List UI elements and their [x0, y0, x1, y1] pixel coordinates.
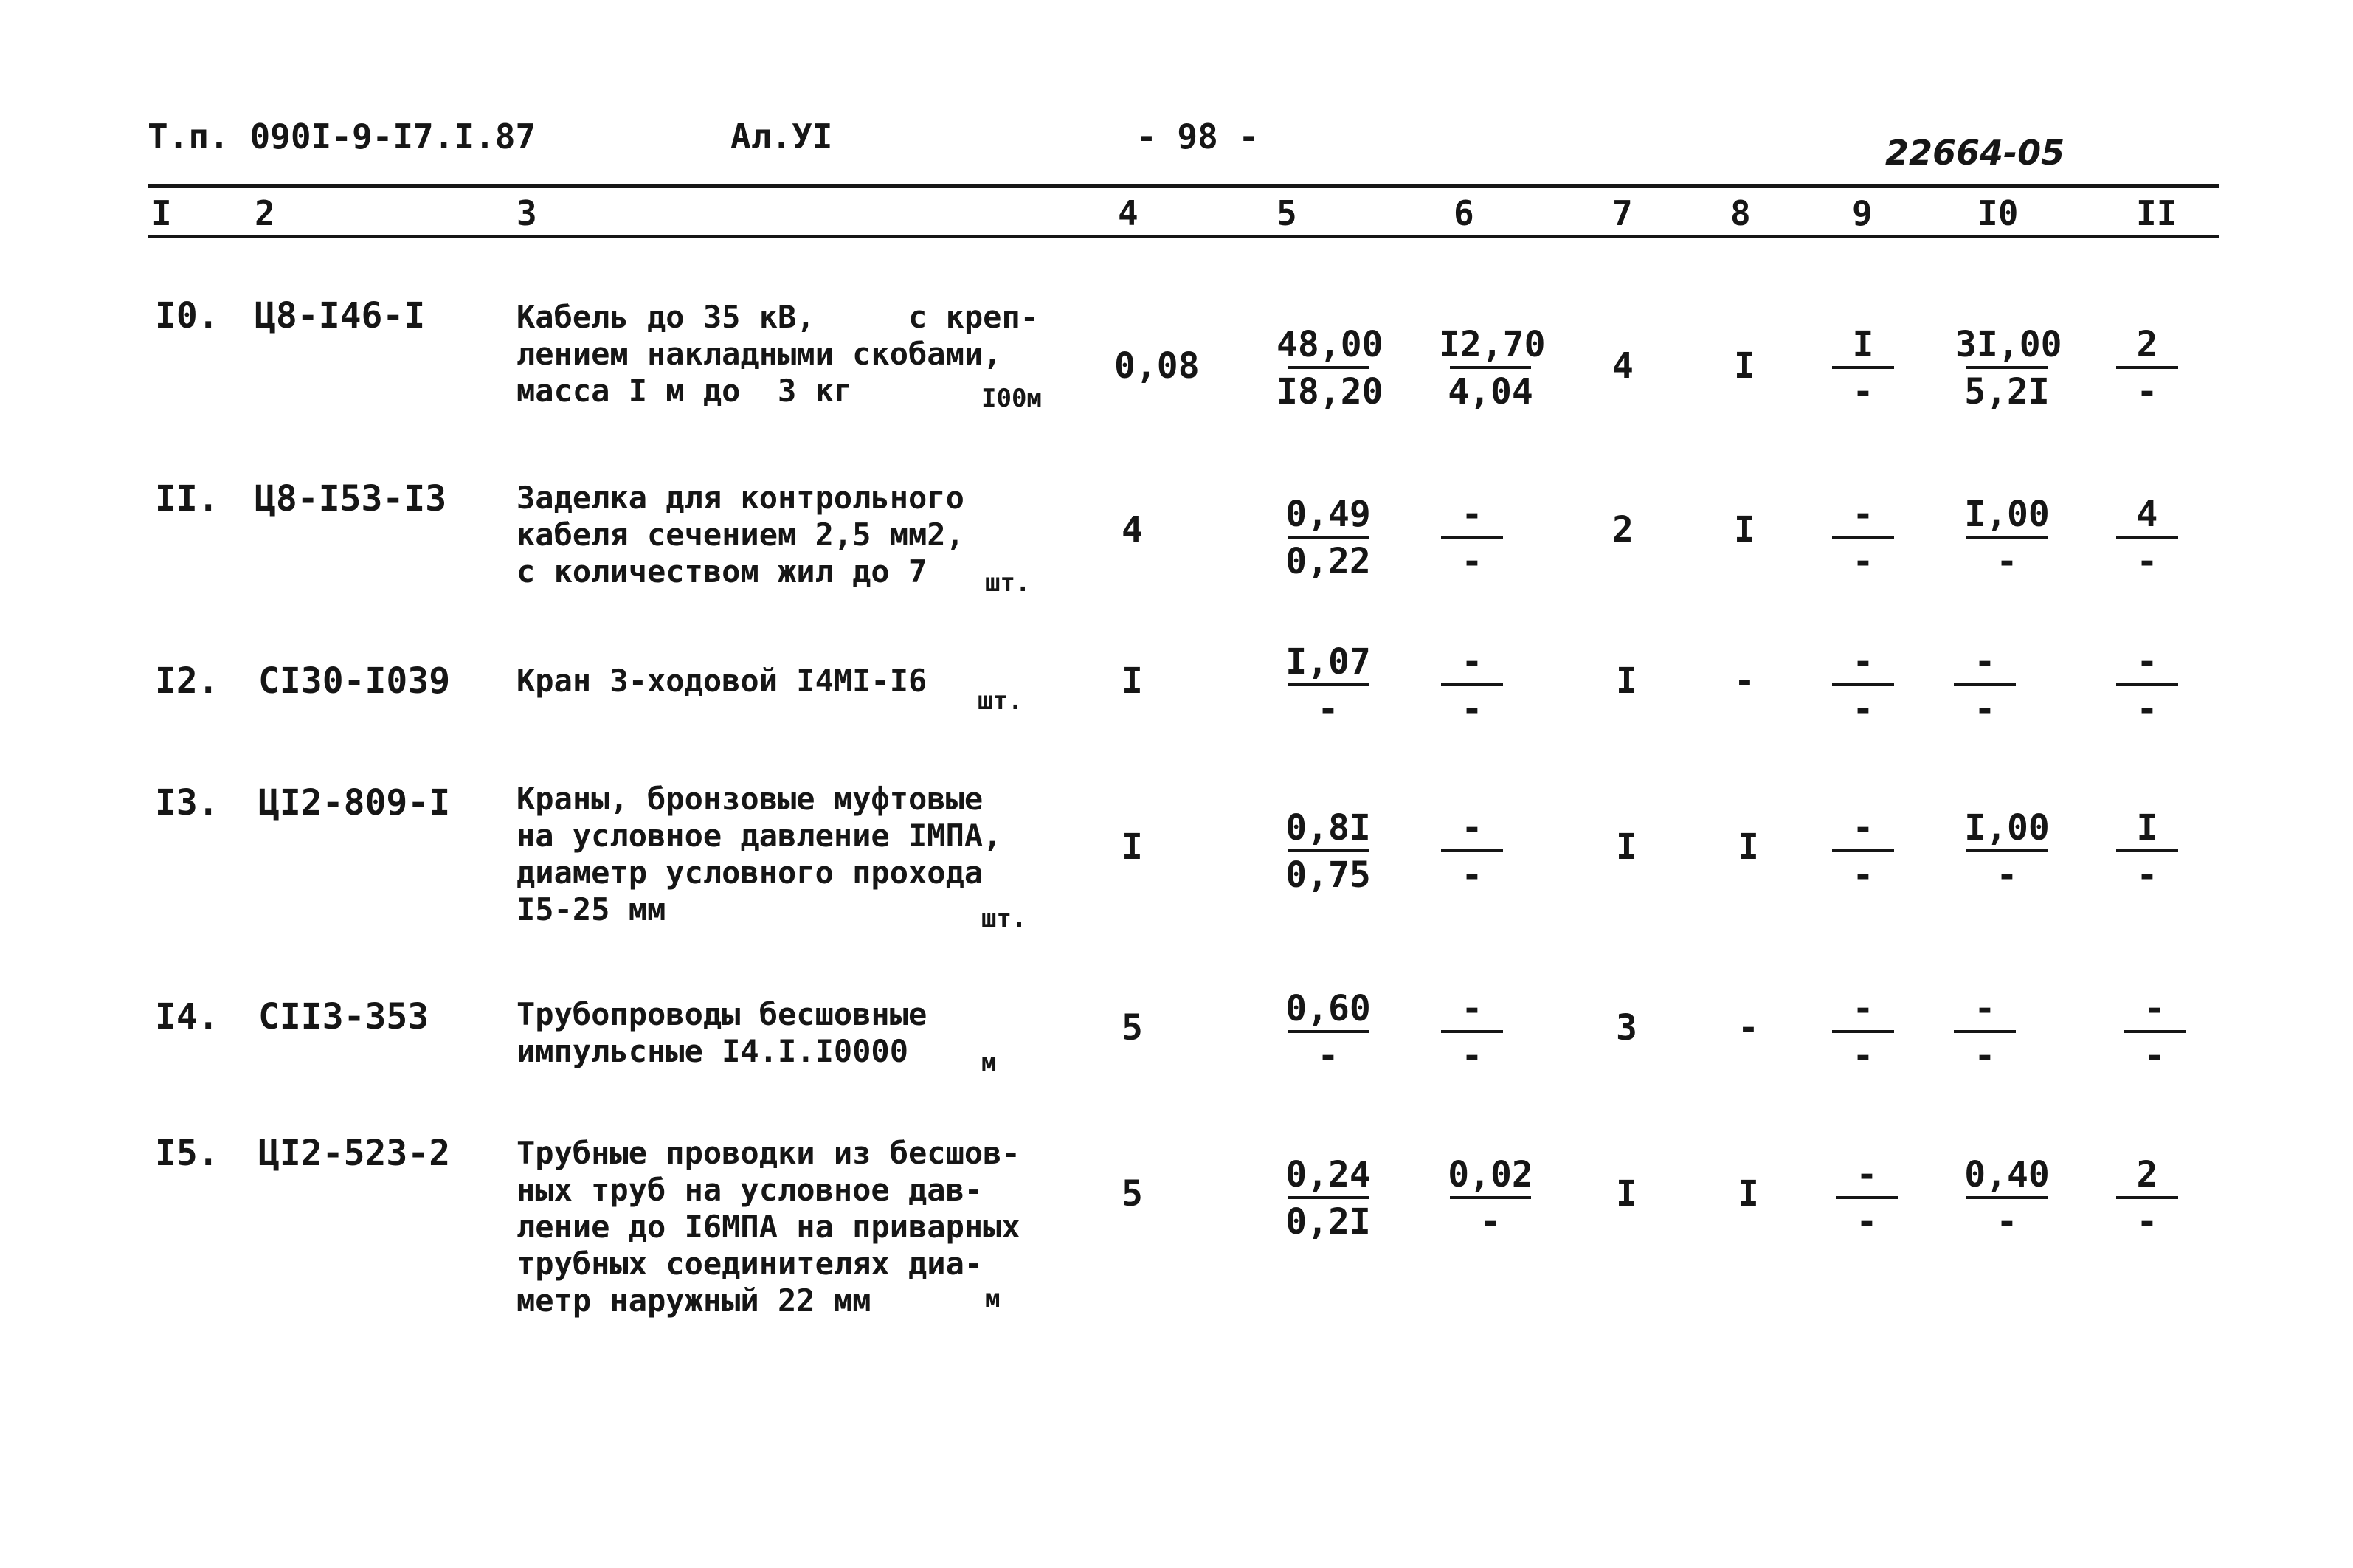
col-6-number: 6 — [1454, 193, 1474, 233]
row-code: СI30-I039 — [258, 660, 451, 702]
col-4-number: 4 — [1118, 193, 1139, 233]
row-number: I4. — [155, 996, 219, 1037]
row-description: Кран 3-ходовой I4МI-I6 — [516, 663, 927, 699]
col-1-number: I — [151, 193, 172, 233]
row-unit: I00м — [981, 384, 1042, 413]
row-col5: I,07 - — [1285, 641, 1371, 730]
row-number: I5. — [155, 1133, 219, 1174]
row-code: Ц8-I53-I3 — [255, 478, 447, 519]
row-col10: - - — [1944, 642, 2025, 729]
col-10-number: I0 — [1977, 193, 2019, 233]
row-col5: 0,60 - — [1285, 988, 1371, 1077]
row-description: Трубные проводки из бесшов- ных труб на условное дав- ление до I6МПА на приварных трубных соединителях диа- метр наружный 22 мм — [516, 1135, 1020, 1319]
col-9-number: 9 — [1852, 193, 1873, 233]
row-unit: шт. — [981, 904, 1027, 933]
row-col4: 4 — [1122, 509, 1143, 550]
row-col6: - - — [1431, 642, 1513, 729]
row-col5: 48,00 I8,20 — [1276, 324, 1383, 412]
row-col6: - - — [1431, 808, 1513, 895]
row-unit: м — [985, 1284, 1001, 1313]
col-8-number: 8 — [1730, 193, 1751, 233]
header-top-rule — [148, 184, 2219, 188]
col-7-number: 7 — [1612, 193, 1633, 233]
row-code: ЦI2-523-2 — [258, 1133, 451, 1174]
row-description: Трубопроводы бесшовные импульсные I4.I.I0000 — [516, 996, 927, 1069]
row-col5: 0,8I 0,75 — [1285, 807, 1371, 896]
row-col7: 2 — [1612, 509, 1634, 550]
row-col7: 4 — [1612, 345, 1634, 387]
row-col8: I — [1734, 345, 1755, 387]
row-col8: I — [1738, 826, 1759, 868]
row-description: Кабель до 35 кВ, с креп- лением накладными скобами, масса I м до 3 кг — [516, 299, 1040, 409]
row-col4: 5 — [1122, 1173, 1143, 1215]
row-code: СII3-353 — [258, 996, 429, 1037]
row-col6: 0,02 - — [1448, 1154, 1533, 1243]
row-col9: I - — [1822, 325, 1904, 412]
row-unit: шт. — [985, 568, 1031, 598]
row-col11: - - — [2114, 989, 2195, 1076]
row-code: ЦI2-809-I — [258, 782, 451, 823]
row-number: I2. — [155, 660, 219, 702]
row-col10: I,00 - — [1964, 494, 2050, 582]
row-col4: I — [1122, 660, 1143, 702]
row-number: I3. — [155, 782, 219, 823]
row-col9: - - — [1822, 642, 1904, 729]
row-col11: I - — [2107, 808, 2188, 895]
row-col8: I — [1738, 1173, 1759, 1215]
row-col4: 0,08 — [1114, 345, 1200, 387]
row-col4: 5 — [1122, 1007, 1143, 1049]
row-col11: - - — [2107, 642, 2188, 729]
row-col8: I — [1734, 509, 1755, 550]
row-col10: 0,40 - — [1964, 1154, 2050, 1243]
row-unit: м — [981, 1048, 997, 1077]
row-col9: - - — [1822, 989, 1904, 1076]
row-col10: 3I,00 5,2I — [1955, 324, 2062, 412]
row-col6: I2,70 4,04 — [1439, 324, 1546, 412]
col-11-number: II — [2136, 193, 2177, 233]
row-col7: I — [1616, 660, 1637, 702]
row-col4: I — [1122, 826, 1143, 868]
row-col9: - - — [1822, 494, 1904, 581]
row-description: Заделка для контрольного кабеля сечением 2,5 мм2, с количеством жил до 7 — [516, 480, 964, 590]
page-number: - 98 - — [1136, 117, 1260, 156]
row-code: Ц8-I46-I — [255, 295, 426, 336]
inventory-stamp: 22664-05 — [1885, 133, 2065, 173]
row-col8: - — [1734, 660, 1755, 702]
row-col9: - - — [1822, 808, 1904, 895]
album-number: Ал.УI — [730, 117, 833, 156]
col-2-number: 2 — [255, 193, 275, 233]
row-description: Краны, бронзовые муфтовые на условное давление IМПА, диаметр условного прохода I5-25 мм — [516, 781, 1002, 928]
col-3-number: 3 — [516, 193, 537, 233]
row-col5: 0,49 0,22 — [1285, 494, 1371, 582]
row-col7: 3 — [1616, 1007, 1637, 1049]
row-col6: - - — [1431, 494, 1513, 581]
row-unit: шт. — [978, 686, 1023, 716]
row-col6: - - — [1431, 989, 1513, 1076]
row-col11: 2 - — [2107, 325, 2188, 412]
row-col9: - - — [1826, 1155, 1907, 1242]
row-number: II. — [155, 478, 219, 519]
row-number: I0. — [155, 295, 219, 336]
header-bottom-rule — [148, 235, 2219, 238]
row-col5: 0,24 0,2I — [1285, 1154, 1371, 1243]
row-col7: I — [1616, 1173, 1637, 1215]
row-col10: - - — [1944, 989, 2025, 1076]
row-col10: I,00 - — [1964, 807, 2050, 896]
row-col11: 4 - — [2107, 494, 2188, 581]
row-col8: - — [1738, 1007, 1759, 1049]
document-code: Т.п. 090I-9-I7.I.87 — [148, 117, 536, 156]
row-col7: I — [1616, 826, 1637, 868]
row-col11: 2 - — [2107, 1155, 2188, 1242]
col-5-number: 5 — [1276, 193, 1297, 233]
